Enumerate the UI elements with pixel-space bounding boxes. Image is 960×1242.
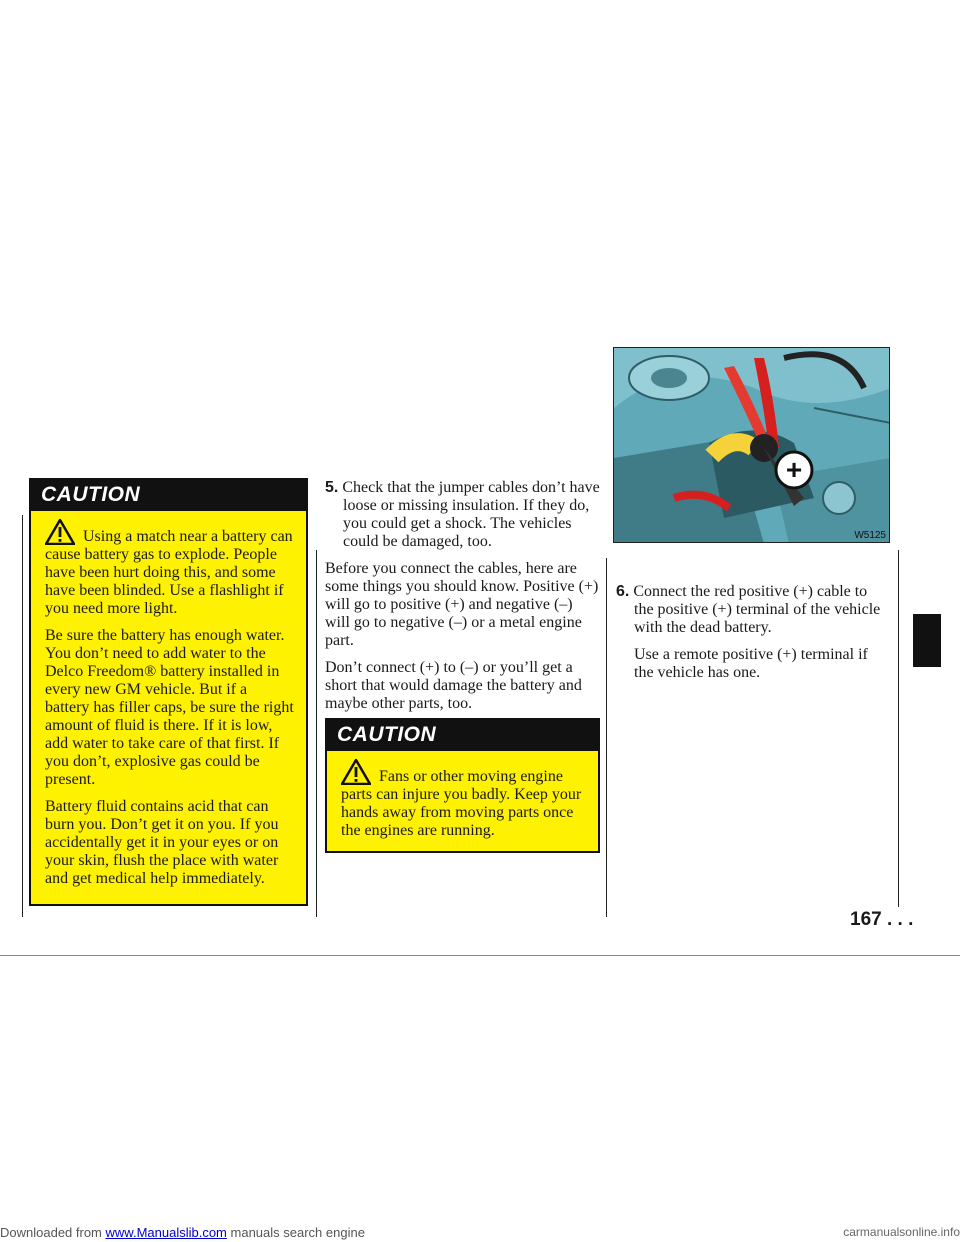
figure-code: W5125 bbox=[854, 530, 886, 541]
bottom-rule bbox=[0, 955, 960, 956]
download-footer bbox=[0, 1225, 960, 1240]
middle-paragraph-1: Before you connect the cables, here are some things you should know. Positive (+) will go to positive (+) and negative (–) will go to negative (–) or a metal engine part. bbox=[325, 560, 599, 649]
middle-paragraph-2: Don’t connect (+) to (–) or you’ll get a short that would damage the battery and maybe other parts, too. bbox=[325, 659, 582, 712]
caution-header: CAUTION bbox=[31, 480, 306, 511]
caution-box-moving-parts bbox=[325, 718, 600, 853]
caution-paragraph: Fans or other moving engine parts can injure you badly. Keep your hands away from moving parts once the engines are running. bbox=[341, 759, 586, 840]
manualslib-link[interactable]: www.Manualslib.com bbox=[105, 1225, 227, 1240]
column-divider-mid bbox=[316, 550, 317, 917]
jumper-cable-illustration bbox=[614, 348, 890, 543]
positive-symbol: + bbox=[785, 454, 803, 485]
caution-paragraph-2: Be sure the battery has enough water. You don’t need to add water to the Delco Freedom® battery installed in every new GM vehicle. But if a battery has filler caps, be sure the right amount of fluid is there. If it is low, add water to take care of that first. If you don’t, explosive gas could be present. bbox=[45, 627, 294, 788]
middle-column bbox=[325, 479, 600, 722]
column-divider-right bbox=[606, 558, 607, 917]
caution-paragraph-3: Battery fluid contains acid that can burn you. Don’t get it on you. If you accidentally get it in your eyes or on your skin, flush the place with water and get medical help immediately. bbox=[45, 798, 279, 887]
jumper-cable-photo bbox=[613, 347, 890, 543]
watermark-brand: carmanualsonline.info bbox=[843, 1225, 960, 1239]
warning-triangle-icon bbox=[341, 759, 371, 785]
step-6: 6. Connect the red positive (+) cable to the positive (+) terminal of the vehicle with the dead battery. bbox=[616, 583, 881, 636]
warning-triangle-icon bbox=[45, 519, 75, 545]
page-number: 167 . . . bbox=[850, 909, 914, 930]
caution-paragraph-1: Using a match near a battery can cause battery gas to explode. People have been hurt doing this, and some have been blinded. Use a flashlight if you need more light. bbox=[45, 519, 294, 618]
footer-prefix: Downloaded from bbox=[0, 1225, 102, 1240]
caution-box-battery bbox=[29, 478, 308, 906]
step-5: 5. Check that the jumper cables don’t have loose or missing insulation. If they do, you could get a shock. The vehicles could be damaged, too. bbox=[325, 479, 600, 550]
right-column bbox=[616, 583, 888, 691]
section-tab-marker bbox=[913, 614, 941, 667]
step-6-note: Use a remote positive (+) terminal if the vehicle has one. bbox=[634, 646, 868, 681]
caution-body bbox=[31, 511, 306, 905]
caution-body bbox=[327, 751, 598, 857]
caution-header: CAUTION bbox=[327, 720, 598, 751]
column-divider-left bbox=[22, 515, 23, 917]
footer-suffix: manuals search engine bbox=[230, 1225, 365, 1240]
column-divider-far-right bbox=[898, 550, 899, 907]
